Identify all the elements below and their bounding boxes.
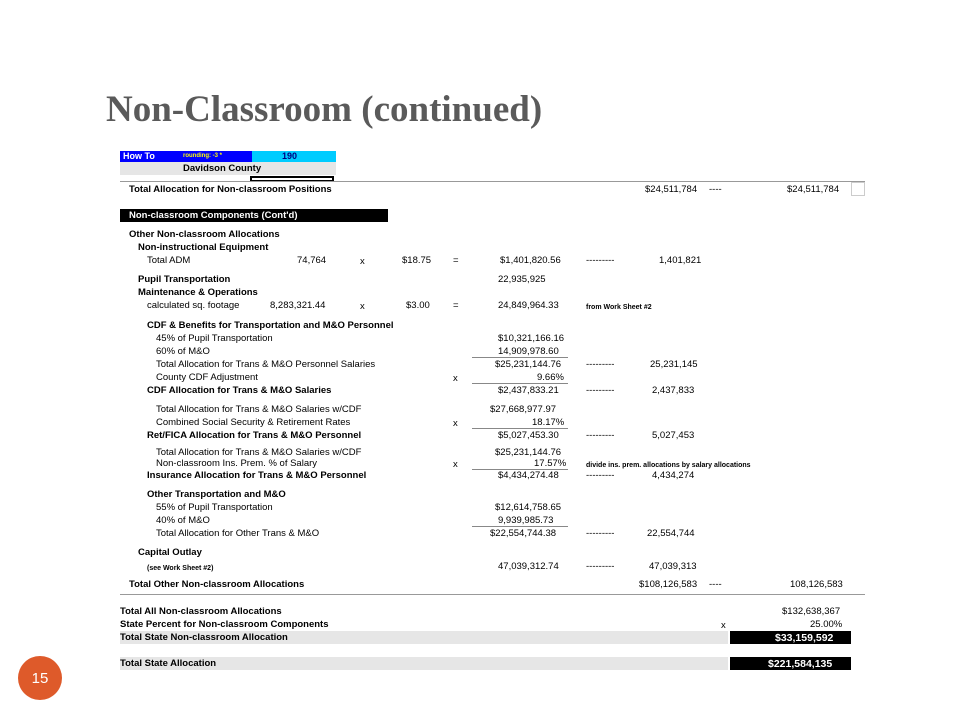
cdf-heading: CDF & Benefits for Transportation and M&O Personnel (147, 320, 394, 331)
equipment-eq: = (453, 255, 459, 266)
cell-rule (472, 357, 568, 358)
cdf-row5-dashes: --------- (586, 385, 615, 396)
summary-pct-value: 25.00% (810, 619, 843, 630)
insurance-row3-result: 4,434,274 (652, 470, 695, 481)
cdf-row4-label: County CDF Adjustment (156, 372, 258, 383)
cdf-row3-label: Total Allocation for Trans & M&O Personnel Salaries (156, 359, 376, 370)
fica-row1-label: Total Allocation for Trans & M&O Salaries w/CDF (156, 404, 362, 415)
capital-note: (see Work Sheet #2) (147, 565, 214, 572)
other-trans-row3-dashes: --------- (586, 528, 615, 539)
insurance-row2-amount: 17.57% (534, 458, 567, 469)
other-trans-heading: Other Transportation and M&O (147, 489, 286, 500)
cdf-row3-amount: $25,231,144.76 (495, 359, 562, 370)
mo-qty: 8,283,321.44 (270, 300, 326, 311)
other-trans-row1-label: 55% of Pupil Transportation (156, 502, 273, 513)
capital-result: 47,039,313 (649, 561, 697, 572)
fica-row3-amount: $5,027,453.30 (498, 430, 559, 441)
equipment-result: 1,401,821 (659, 255, 702, 266)
insurance-row1-amount: $25,231,144.76 (495, 447, 562, 458)
equipment-rate: $18.75 (402, 255, 432, 266)
equipment-label: Total ADM (147, 255, 191, 266)
rounding-label: rounding: -3 * (183, 153, 222, 159)
summary-state-value: $33,159,592 (775, 632, 834, 644)
equipment-dashes: --------- (586, 255, 615, 266)
summary-total-label: Total State Allocation (120, 658, 217, 669)
equipment-op: x (360, 256, 365, 267)
fica-row3-label: Ret/FICA Allocation for Trans & M&O Personnel (147, 430, 362, 441)
cdf-row4-amount: 9.66% (537, 372, 564, 383)
insurance-row2-op: x (453, 459, 458, 470)
mo-label: calculated sq. footage (147, 300, 240, 311)
mo-heading: Maintenance & Operations (138, 287, 258, 298)
cdf-row3-dashes: --------- (586, 359, 615, 370)
mo-note: from Work Sheet #2 (586, 304, 652, 311)
summary-pct-op: x (721, 620, 726, 631)
mo-amount: 24,849,964.33 (498, 300, 559, 311)
fica-row2-label: Combined Social Security & Retirement Rates (156, 417, 351, 428)
total-alloc-positions-v2: $24,511,784 (787, 184, 840, 195)
equipment-qty: 74,764 (297, 255, 327, 266)
fica-row2-amount: 18.17% (532, 417, 565, 428)
other-trans-row2-amount: 9,939,985.73 (498, 515, 554, 526)
total-alloc-positions-label: Total Allocation for Non-classroom Positions (129, 184, 332, 195)
summary-all-value: $132,638,367 (782, 606, 841, 617)
mo-eq: = (453, 300, 459, 311)
cdf-row2-amount: 14,909,978.60 (498, 346, 559, 357)
cdf-row5-label: CDF Allocation for Trans & M&O Salaries (147, 385, 332, 396)
how-to-label: How To (123, 151, 155, 161)
fica-row2-op: x (453, 418, 458, 429)
page-number-badge: 15 (18, 656, 62, 700)
summary-pct-label: State Percent for Non-classroom Components (120, 619, 329, 630)
cell-border (851, 182, 865, 196)
summary-state-label: Total State Non-classroom Allocation (120, 632, 288, 643)
mo-rate: $3.00 (406, 300, 430, 311)
cdf-row4-op: x (453, 373, 458, 384)
cdf-row5-result: 2,437,833 (652, 385, 695, 396)
capital-heading: Capital Outlay (138, 547, 202, 558)
cell-rule (472, 526, 568, 527)
fica-row1-amount: $27,668,977.97 (490, 404, 557, 415)
other-alloc-heading: Other Non-classroom Allocations (129, 229, 280, 240)
other-trans-row1-amount: $12,614,758.65 (495, 502, 562, 513)
insurance-row1-label: Total Allocation for Trans & M&O Salaries w/CDF (156, 447, 362, 458)
total-other-dash: ---- (709, 579, 722, 590)
cell-rule (472, 383, 568, 384)
cell-rule (472, 428, 568, 429)
total-alloc-positions-dash: ---- (709, 184, 722, 195)
insurance-row3-label: Insurance Allocation for Trans & M&O Personnel (147, 470, 367, 481)
cdf-row2-label: 60% of M&O (156, 346, 210, 357)
capital-dashes: --------- (586, 561, 615, 572)
slide-title: Non-Classroom (continued) (106, 89, 543, 130)
total-other-label: Total Other Non-classroom Allocations (129, 579, 305, 590)
capital-amount: 47,039,312.74 (498, 561, 559, 572)
cdf-row1-amount: $10,321,166.16 (498, 333, 565, 344)
insurance-row3-dashes: --------- (586, 470, 615, 481)
header-rule (120, 181, 865, 182)
other-trans-row3-label: Total Allocation for Other Trans & M&O (156, 528, 320, 539)
cdf-row1-label: 45% of Pupil Transportation (156, 333, 273, 344)
county-name: Davidson County (183, 163, 262, 174)
total-other-v1: $108,126,583 (639, 579, 698, 590)
other-trans-row2-label: 40% of M&O (156, 515, 210, 526)
pupil-transportation-amount: 22,935,925 (498, 274, 546, 285)
section-header: Non-classroom Components (Cont'd) (129, 210, 298, 221)
equipment-amount: $1,401,820.56 (500, 255, 561, 266)
total-other-v2: 108,126,583 (790, 579, 843, 590)
equipment-heading: Non-instructional Equipment (138, 242, 269, 253)
insurance-row2-label: Non-classroom Ins. Prem. % of Salary (156, 458, 318, 469)
pupil-transportation-label: Pupil Transportation (138, 274, 231, 285)
fica-row3-result: 5,027,453 (652, 430, 695, 441)
other-trans-row3-amount: $22,554,744.38 (490, 528, 557, 539)
summary-rule (120, 594, 865, 595)
cdf-row3-result: 25,231,145 (650, 359, 698, 370)
summary-all-label: Total All Non-classroom Allocations (120, 606, 282, 617)
total-alloc-positions-v1: $24,511,784 (645, 184, 698, 195)
mo-op: x (360, 301, 365, 312)
other-trans-row3-result: 22,554,744 (647, 528, 695, 539)
insurance-row2-note: divide ins. prem. allocations by salary allocations (586, 462, 751, 469)
fica-row3-dashes: --------- (586, 430, 615, 441)
summary-total-value: $221,584,135 (768, 658, 833, 670)
insurance-row3-amount: $4,434,274.48 (498, 470, 559, 481)
header-value: 190 (282, 151, 298, 161)
cdf-row5-amount: $2,437,833.21 (498, 385, 559, 396)
